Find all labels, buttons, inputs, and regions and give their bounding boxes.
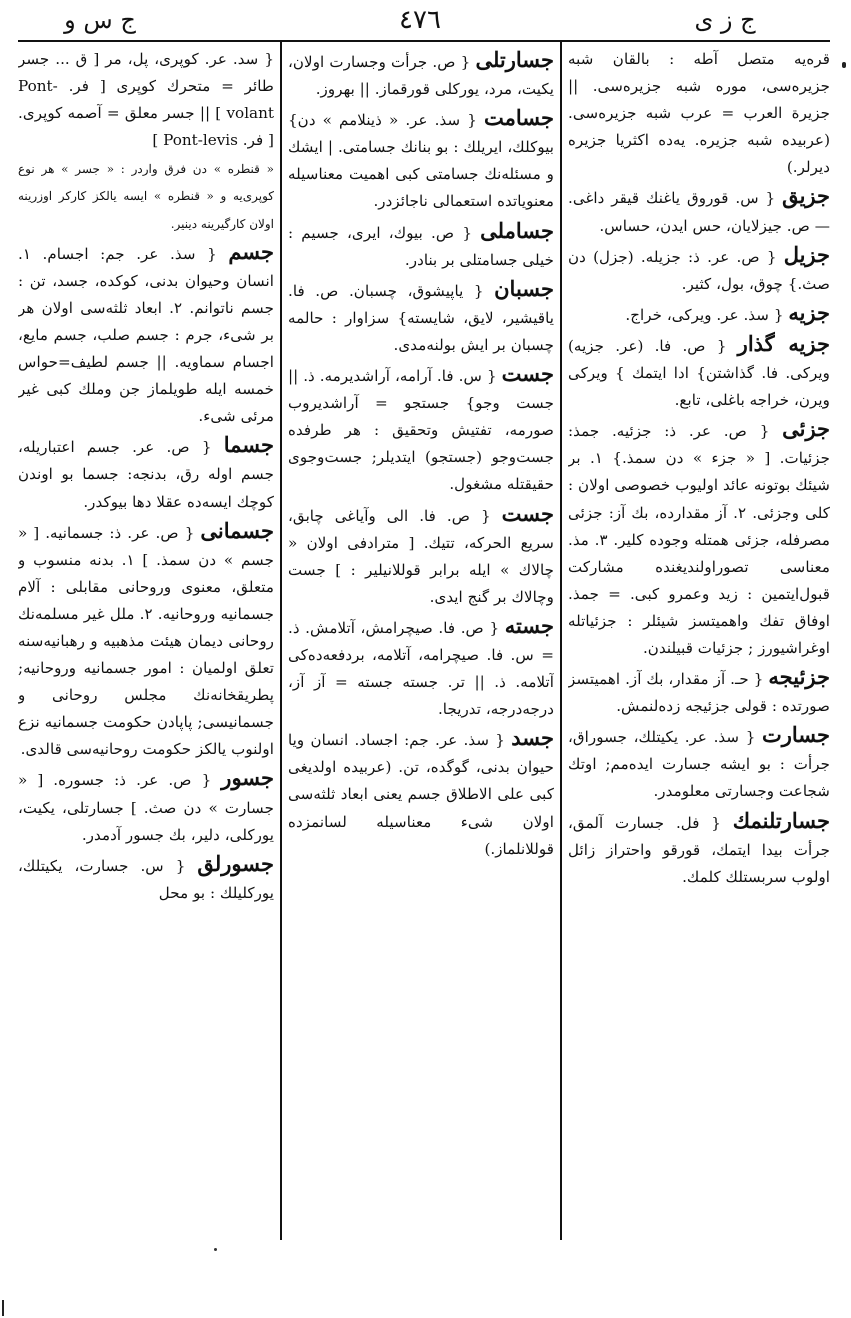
entry-definition: { فل. جسارت آلمق، جرأت بیدا ایتمك، قورقو واحتراز زائل اولوب سربستلك کلمك.	[568, 813, 830, 886]
column-divider-right	[560, 40, 562, 1240]
entry-headword: جزئیجه	[768, 664, 830, 690]
entry-headword: جسبان	[494, 275, 554, 301]
entry-headword: جزیه	[788, 299, 830, 325]
dictionary-entry	[288, 104, 554, 215]
dictionary-entry	[568, 182, 830, 239]
dictionary-entry	[288, 217, 554, 274]
dictionary-entry	[18, 517, 274, 764]
entry-definition: { ص. فا. الی وآیاغی چابق، سریع الحرکه، تتیك. [ مترادفی اولان « چالاك » ایله برابر قوللانیلیر : ] جست وچالاك بر گنج ایدی.	[288, 506, 554, 606]
column-middle	[288, 46, 554, 1236]
entry-headword: جسور	[221, 765, 274, 791]
entry-headword: جسامت	[484, 105, 554, 131]
header-rule	[18, 40, 830, 42]
entry-definition: قره‌یه متصل آطه : بالقان شبه جزیره‌سی، موره شبه جزیره‌سی. || جزیرة العرب = عرب شبه جزیره‌سی. (عربیده شبه جزیره. یه‌ده اکثریا جزیره دیرلر.)	[568, 50, 830, 177]
entry-definition: { سذ. عر. « ذینلامم » دن} بیوکلك، ایریلك : بو بنانك جسامتی. | ایشك و مسئله‌نك جسامتی کبی اهمیت معناسیله معنویاتده استعمالی ناجائزدر.	[288, 111, 554, 211]
entry-headword: جزیل	[783, 241, 830, 267]
dictionary-entry	[568, 415, 830, 662]
column-left	[18, 46, 274, 1236]
entry-headword: جسورلق	[197, 850, 274, 876]
dictionary-entry	[18, 431, 274, 515]
dictionary-entry	[568, 663, 830, 720]
entry-definition: { ص. بیوك، ایری، جسیم : خیلی جسامتلی بر بنادر.	[288, 223, 554, 269]
dictionary-entry	[18, 46, 274, 154]
entry-headword: جزیه گذار	[737, 330, 830, 356]
margin-tick	[2, 1300, 4, 1316]
entry-definition: { س. جسارت، یکیتلك، یورکلیلك : بو محل	[18, 856, 274, 902]
running-header-right: ج ز ی	[694, 6, 756, 34]
dictionary-entry	[18, 238, 274, 431]
column-divider-left	[280, 40, 282, 1240]
column-right	[568, 46, 830, 1236]
ink-dot	[214, 1248, 217, 1251]
entry-headword: جسم	[228, 238, 274, 264]
dictionary-entry	[288, 612, 554, 723]
entry-definition: { ص. عر. جسم اعتباریله، جسم اوله رق، بدنجه: جسما بو اوندن کوچك ایسه‌ده عقلا دها بیوکدر.	[18, 438, 274, 511]
dictionary-entry	[568, 807, 830, 891]
entry-headword: جسارتلی	[475, 47, 554, 72]
entry-headword: جسما	[223, 432, 274, 458]
entry-headword: جست	[501, 361, 554, 387]
dictionary-entry	[18, 155, 274, 236]
dictionary-entry	[18, 850, 274, 907]
dictionary-entry	[568, 330, 830, 414]
entry-definition: { س. قوروق یاغنك قیقر داغی. — ص. جیزلایان، حس ایدن، حساس.	[568, 189, 830, 235]
entry-definition: { ص. فا. صیچرامش، آتلامش. ذ. = س. فا. صیچرامه، آتلامه، بردفعه‌ده‌کی آتلامه. ذ. || تر. جسته جسته = آز آز، درجه‌درجه، تدریجا.	[288, 618, 554, 719]
entry-definition: { س. فا. آرامه، آراشدیرمه. ذ. || جست وجو} جستجو = آراشدیروب صورمه، تفتیش وتحقیق : هر طرفده جست‌وجو (جستجو) ایتدیلر; جست‌وجوی حقیقتله مشغول.	[288, 367, 554, 494]
margin-ink-mark	[842, 62, 846, 68]
entry-headword: جسته	[504, 612, 554, 638]
running-header-left: ج س و	[64, 6, 136, 34]
dictionary-entry	[288, 360, 554, 498]
entry-note: « قنطره » دن فرق واردر : « جسر » هر نوع کوپری‌یه و « قنطره » ایسه یالکز کارکر اوزرینه اولان کارگیرینه دینیر.	[18, 162, 274, 231]
entry-headword: جزیق	[782, 183, 830, 209]
entry-definition: { ص. فا. (عر. جزیه) ویرکی. فا. گذاشتن} ادا ایتمك } ویرکی ویرن، خراجه باغلی، تابع.	[568, 336, 830, 410]
entry-headword: جسد	[511, 725, 554, 751]
dictionary-entry	[288, 724, 554, 862]
entry-definition: { سد. عر. کوپری، پل، مر [ ق ... جسر طائر = متحرك کوپری [ فر. Pont-volant ] || جسر معلق = آصمه کوپری. [ فر. Pont-levis ]	[18, 50, 274, 150]
entry-definition: { سذ. عر. یکیتلك، جسوراق، جرأت : بو ایشه جسارت ایده‌مم; اوتك شجاعت وجسارتی معلومدر.	[568, 728, 830, 801]
entry-definition: { سذ. عر. جم: اجسام. ١. انسان وحیوان بدنی، کوکده، جسد، تن : جسم ناتوانم. ٢. ابعاد ثلثه‌سی اولان هر بر شیء، جرم : جسم صلب، جسم مایع، اجسام سماویه. || جسم لطیف=حواس خمسه ایله طویلماز جن وملك کبی غیر مرئی شیء.	[18, 244, 274, 426]
entry-headword: جسمانی	[200, 517, 274, 543]
entry-definition: { سذ. عر. ویرکی، خراج.	[625, 305, 784, 324]
entry-definition: { ص. عر. ذ: جسمانیه. [ « جسم » دن سمذ. ] ١. بدنه منسوب و متعلق، معنوی وروحانی مقابلی : آلام جسمانیه وروحانیه. ٢. ملل غیر مسلمه‌نك روحانی دیمان هیئت مذهبیه و رهبانیه‌سنه تعلق اولمیان : امور جسمانیه وروحانیه; پطریقخانه‌نك مجلس روحانی و جسمانیسی; پاپادن حکومت جسمانیه نزع اولنوب یالکز حکومت روحانیه‌سی قالدی.	[18, 523, 274, 759]
dictionary-entry	[568, 299, 830, 329]
entry-definition: { ص. عر. ذ: جزئیه. جمذ: جزئیات. [ « جزء » دن سمذ.} ١. بر شیئك بوتونه عائد اولیوب خصوصی اولان : کلی وجزئی. ٢. آز مقدارده، بك آز: جزئی مصرفله، جزئی همتله وجوده کلیر. ٣. مذ. معناسی تصوراولندیغنده مشارکت قبول‌ایتمین : زید وعمرو کبی. = جمذ. اوفاق تفك واهمیتسز شیئلر : جزئیاتله اوغراشیورز ; جزئیات قبیلندن.	[568, 422, 830, 657]
dictionary-entry	[288, 275, 554, 359]
entry-definition: { سذ. عر. جم: اجساد. انسان ویا حیوان بدنی، گوگده، تن. (عربیده اولدیغی کبی علی الاطلاق جسم یعنی ابعاد ثلثه‌سی اولان شیء معناسیله لسانمزده قوللانلماز.)	[288, 731, 554, 858]
entry-headword: جست	[501, 500, 554, 526]
entry-definition: { ص. عر. ذ: جسوره. [ « جسارت » دن صث. ] جسارتلی، یکیت، یورکلی، دلیر، بك جسور آدمدر.	[18, 771, 274, 844]
dictionary-entry	[568, 46, 830, 181]
entry-definition: { ص. جرأت وجسارت اولان، یکیت، مرد، یورکلی قورقماز. || بهروز.	[288, 53, 554, 99]
dictionary-entry	[288, 46, 554, 103]
page-number: ٤٧٦	[399, 5, 441, 35]
entry-definition: { حـ. آز مقدار، بك آز. اهمیتسز صورتده : قولی جزئیجه زده‌لنمش.	[568, 670, 830, 716]
entry-definition: { ص. عر. ذ: جزیله. (جزل) دن صث.} چوق، بول، کثیر.	[568, 247, 830, 293]
entry-definition: { یاپیشوق، چسبان. ص. فا. یاقیشیر، لایق، شایسته} سزاوار : حالمه چسبان بر ایش بولنه‌مدی.	[288, 281, 554, 354]
dictionary-entry	[288, 500, 554, 611]
entry-headword: جساملی	[480, 217, 554, 243]
entry-headword: جسارتلنمك	[732, 807, 830, 833]
dictionary-entry	[568, 721, 830, 805]
entry-headword: جزئی	[782, 416, 830, 442]
dictionary-entry	[568, 241, 830, 298]
dictionary-entry	[18, 764, 274, 848]
entry-headword: جسارت	[761, 722, 830, 748]
